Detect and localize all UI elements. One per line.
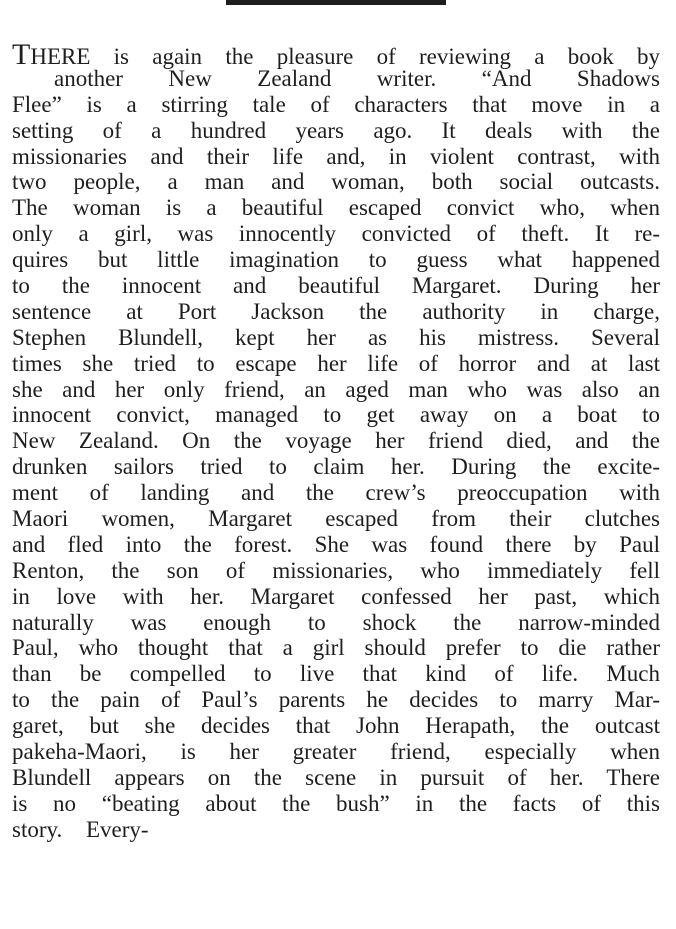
review-line: another New Zealand writer. “And Shadows: [54, 65, 660, 91]
review-line: innocent convict, managed to get away on a boat to: [12, 402, 660, 428]
review-line: to the pain of Paul’s parents he decides to marry Mar-: [12, 687, 660, 713]
review-line: than be compelled to live that kind of life. Much: [12, 661, 660, 687]
review-line: ment of landing and the crew’s preoccupation with: [12, 480, 660, 506]
book-review-article: [12, 40, 660, 843]
review-line: only a girl, was innocently convicted of theft. It re-: [12, 221, 660, 247]
top-rule: [226, 0, 446, 5]
review-line: THERE is again the pleasure of reviewing a book by: [12, 38, 660, 71]
review-line: quires but little imagination to guess what happened: [12, 247, 660, 273]
review-line: New Zealand. On the voyage her friend died, and the: [12, 428, 660, 454]
review-line: times she tried to escape her life of horror and at last: [12, 350, 660, 376]
review-line: sentence at Port Jackson the authority in charge,: [12, 298, 660, 324]
review-line: setting of a hundred years ago. It deals with the: [12, 117, 660, 143]
review-line: missionaries and their life and, in violent contrast, with: [12, 143, 660, 169]
review-line: garet, but she decides that John Herapath, the outcast: [12, 713, 660, 739]
review-line: two people, a man and woman, both social outcasts.: [12, 169, 660, 195]
review-line: Paul, who thought that a girl should prefer to die rather: [12, 635, 660, 661]
review-line: The woman is a beautiful escaped convict who, when: [12, 195, 660, 221]
review-line: in love with her. Margaret confessed her past, which: [12, 583, 660, 609]
review-line: drunken sailors tried to claim her. During the excite-: [12, 454, 660, 480]
review-line: Flee” is a stirring tale of characters that move in a: [12, 91, 660, 117]
review-line: she and her only friend, an aged man who was also an: [12, 376, 660, 402]
review-line: and fled into the forest. She was found there by Paul: [12, 531, 660, 557]
review-line: pakeha-Maori, is her greater friend, especially when: [12, 739, 660, 765]
review-line: Renton, the son of missionaries, who immediately fell: [12, 557, 660, 583]
review-line: Stephen Blundell, kept her as his mistress. Several: [12, 324, 660, 350]
review-line: story. Every-: [12, 816, 149, 842]
initial-letter: T: [12, 38, 31, 71]
review-line: Blundell appears on the scene in pursuit of her. There: [12, 764, 660, 790]
review-line: Maori women, Margaret escaped from their clutches: [12, 506, 660, 532]
review-line: to the innocent and beautiful Margaret. During her: [12, 273, 660, 299]
review-line: naturally was enough to shock the narrow-minded: [12, 609, 660, 635]
review-line: is no “beating about the bush” in the facts of this: [12, 790, 660, 816]
